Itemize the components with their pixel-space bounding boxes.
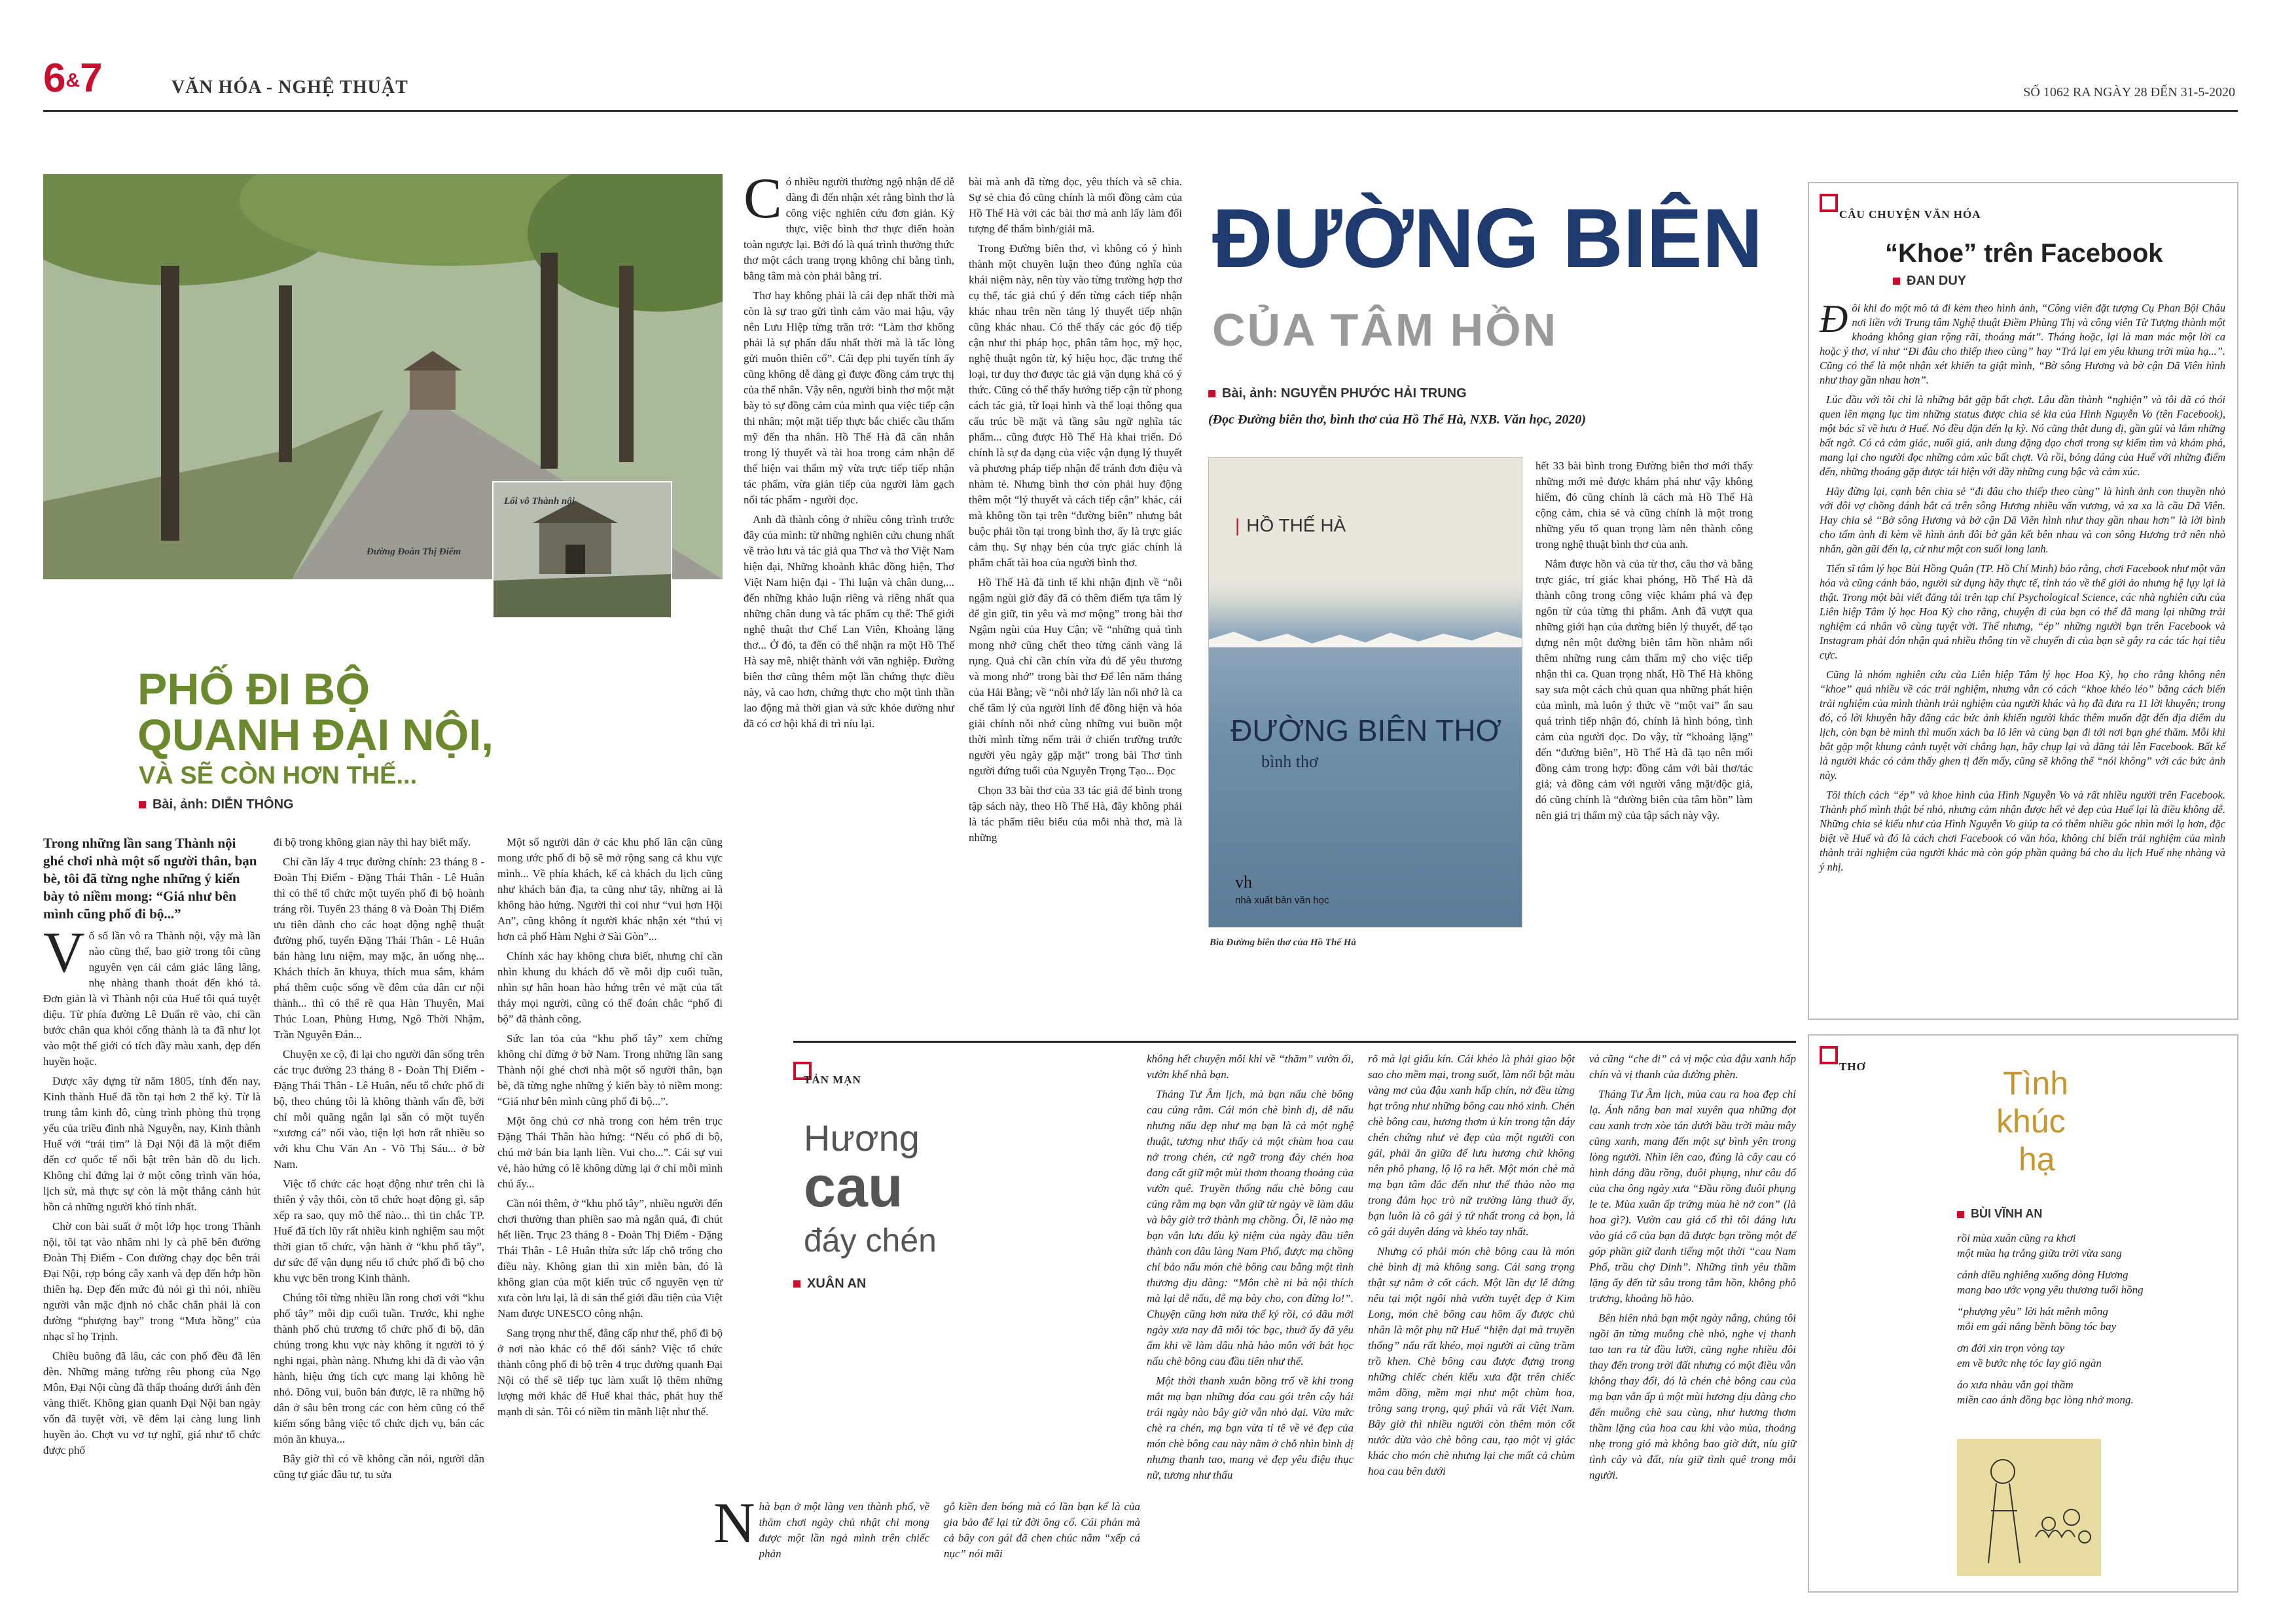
article2-column-2 (969, 174, 1182, 850)
paragraph: Cần nói thêm, ở “khu phố tây”, nhiều người đến chơi thường than phiền sao mà ngắn quá, đi chút hết liền. Trục 23 tháng 8 - Đoàn Thị Điểm - Đặng Thái Thân - Lê Huân thừa sức lấp chỗ trống cho điều này. Không gian thì xin miễn bàn, đó là không gian của một kiến trúc cổ nguyên vẹn từ xưa còn lưu lại, là di sản thế giới đầu tiên của Việt Nam được UNESCO công nhận. (497, 1197, 723, 1320)
section-marker (1820, 194, 1838, 212)
book-title: ĐƯỜNG BIÊN THƠ (1230, 713, 1501, 748)
article5-label: THƠ (1839, 1060, 1866, 1073)
paragraph: Tiến sĩ tâm lý học Bùi Hồng Quân (TP. Hồ Chí Minh) bảo rằng, chơi Facebook như một văn hóa và cũng cánh báo, người sử dụng hãy thực tế, tỉnh táo về thể giới ảo nhưng hệ lụy lại là thật. Trong một bài viết đăng tải trên tạp chí Psychological Science, các nhà nghiên cứu của Liên hiệp Tâm lý học Hoa Kỳ cho rằng, chuyện đi của bạn có thể đã mang lại những trải nghiệm cá nhân vô cùng tuyệt vời. Thế nhưng, “ép” những người bạn trên Facebook và Instagram phải đón nhận quá nhiều thông tin về chuyến đi của bạn sẽ gây ra các tác hại tiêu cực. (1820, 562, 2225, 661)
paragraph: rõ mà lại giấu kín. Cái khéo là phải giao bột sao cho mềm mại, trong suốt, làm nổi bật màu vàng mơ của đậu xanh hấp chín, nở đều từng hạt trông như những bông cau nhỏ xinh. Chén chè bông cau, hương thơm ủ kín trong tận đáy chén chứng như vẻ đẹp của một người con gái, phải ăn giữa để lưu hương chứ không nên phô phang, lộ lộ ra hết. Một món chè mà mạ bạn tâm đắc đến như thế thảo nào mạ trong đảm học trò nữ trường làng thuở ấy, bạn luôn là cô gái ý tứ nhất trong cả bọn, là cô gái duyên dáng và khéo tay nhất. (1368, 1053, 1575, 1238)
page-number: 6&7 (43, 56, 103, 101)
poem-illustration (1957, 1439, 2101, 1576)
paragraph: ố số lần vô ra Thành nội, vậy mà lần nào cũng thế, bao giờ trong tôi cũng nguyên vẹn cái cảm giác lâng lâng, nhẹ nhàng thanh thoát đến khó tả. Đơn giản là vì Thành nội của Huế tôi quá tuyệt diệu. Từ phía đường Lê Duẩn rẽ vào, chỉ cần bước chân qua khỏi cổng thành là ta đã như lọt vào một thế giới có tích đầy màu xanh, đẹp đến huyền hoặc. (43, 929, 260, 1068)
article1-title-line2: QUANH ĐẠI NỘI, (137, 710, 494, 760)
paragraph: Bên hiên nhà bạn một ngày nắng, chúng tôi ngồi ăn từng muỗng chè nhỏ, nghe vị thanh tao tan ra từ đầu lưỡi, cũng nghe nhiều đôi thay đến trong trời đất nhưng có một điều vẫn không thay đổi, đó là chén chè bông cau của mạ bạn vẫn ấp ủ một mùi hương dịu dàng cho đến muỗng chè sau cùng, như hương thơm thầm lặng của hoa cau khi vào mùa, thoảng nhẹ trong gió mà không bao giờ dứt, níu giữ tình cây và đất, níu giữ tình quê trong mỗi người. (1589, 1312, 1796, 1481)
dropcap: Đ (1820, 297, 1848, 340)
paragraph: Hồ Thế Hà đã tinh tế khi nhận định về “nỗi ngậm ngùi giờ đây đã có thêm điểm tựa tâm lý để gìn giữ, tin yêu và mơ mộng” trong bài thơ Ngậm ngùi của Huy Cận; về “những quả tình mong nhớ cũng chết theo từng cánh vàng lá rụng. Quả chỉ cần chín vừa đủ để yêu thương và mong nhớ” trong bài thơ Để lên năm tháng của Hải Bằng; về “nỗi nhớ lấy làn nối nhớ là ca chế tâm lý của người lính để đồng hiện và hóa giải chính nỗi nhớ cùng những vui buồn một thời mình từng nếm trải ở chiến trường trước người yêu ngày gặp mặt” trong bài Thơ tình người đứng tuổi của Nguyễn Trọng Tạo... Đọc (969, 576, 1182, 777)
paragraph: Sức lan tỏa của “khu phố tây” xem chừng không chỉ dừng ở bờ Nam. Trong những lần sang Thành nội ghé chơi nhà một số người thân, bạn bè, đã từng nghe những ý kiến bày tỏ niềm mong: “Giá như bên mình cũng phố đi bộ...”. (497, 1032, 723, 1108)
paragraph: Hãy đừng lại, cạnh bên chia sẻ “đi đâu cho thiếp theo cùng” là hình ảnh con thuyền nhỏ với đôi vợ chồng đánh bắt cá trên sông Hương nhiều vấn vương, và xa xa là cầu Dã Viên. Hay chia sẻ “Bờ sông Hương và bờ cận Dã Viên hình như thay gần nhau hơn” là lời bình cho tấm ảnh đi kèm về hình ảnh đôi bờ gắn kết bên nhau và con sông Hương trở nên nhỏ nhắn, gần gũi đến lạ, cứ như một con suối long lanh. (1820, 485, 2225, 555)
inset-caption: Lối vô Thành nội (504, 496, 575, 507)
paragraph: Trong Đường biên thơ, vì không có ý hình thành một chuyên luận theo đúng nghĩa của khái niệm này, nên tùy vào từng trường hợp thơ cụ thể, tác giả chú ý đến từng cách tiếp nhận khác nhau trên nền tảng lý thuyết tiếp nhận cũng khác nhau. Có thể thấy các góc độ tiếp cận như thi pháp học, phân tâm học, mỹ học, nghệ thuật ngôn từ, ký hiệu học, đặc trưng thể loại, tư duy thơ được tác giả vận dụng khá có ý thức. Cũng có thể thấy hướng tiếp cận từ phong cách tác giả, từ loại hình và thể loại thông qua cấu trúc bề mặt và tầng sâu ngữ nghĩa tác phẩm... cũng được Hồ Thế Hà khai triển. Đó chính là sự đa dạng của việc vận dụng lý thuyết và phương pháp tiếp nhận để tránh đơn điệu và nhàm tẻ. Nhưng bình thơ còn phải huy động thêm một “lý thuyết và cách tiếp cận” khác, cái mà không tồn tại trên “đường biên” nhưng bắt buộc phải tồn tại trong bình thơ, ấy là trực giác cảm thụ. Sự nhạy bén của trực giác chính là phẩm chất tài hoa của người bình thơ. (969, 242, 1182, 569)
article4-byline: XUÂN AN (793, 1276, 866, 1291)
paragraph: gỗ kiền đen bóng mà có lần bạn kể là của gia bảo để lại từ đời ông cố. Cái phản mà cả bây con gái đã chen chúc nằm “xếp cá nục” nói mãi (944, 1500, 1140, 1560)
article2-subtitle: (Đọc Đường biên thơ, bình thơ của Hồ Thế Hà, NXB. Văn học, 2020) (1208, 412, 1587, 427)
paragraph: Sang trọng như thế, đẳng cấp như thế, phố đi bộ ở nơi nào khác có thể đối sánh? Việc tổ chức thành công phố đi bộ trên 4 trục đường quanh Đại Nội có thể sẽ tiếp tục làm xuất lộ thêm những lượng mới khác để Huế khai thác, phát huy thế mạnh di sản. Tôi có niềm tin mãnh liệt như thế. (497, 1327, 723, 1418)
stanza: “phượng yêu” lời hát mênh mông mỗi em gái nắng bềnh bồng tóc bay (1957, 1305, 2117, 1333)
paragraph: Nhưng có phải món chè bông cau là món chè bình dị mà không sang. Cái sang trọng thật sự nằm ở cốt cách. Một lần dự lễ đứng nêu tại một ngôi nhà vườn tuyệt đẹp ở Kim Long, món chè bông cau hôm ấy được chủ nhân là một phụ nữ Huế “hiện đại mà truyền thống” nấu rất khéo, mọi người ai cũng trầm trồ khen. Chè bông cau được đựng trong những chiếc chén kiểu xưa đặt trên chiếc mâm đồng, mềm mại như một chùm hoa, trông sang trọng, quý phái và rất Việt Nam. Bây giờ thì nhiều người còn thêm món cốt nước dừa vào chè bông cau, tạo một vị giác khác cho món chè nhưng lại che mất cả chùm hoa cau bên dưới (1368, 1245, 1575, 1477)
paragraph: Việc tổ chức các hoạt động như trên chỉ là thiên ý vậy thôi, còn tổ chức hoạt động gì, sắp xếp ra sao, quy mô thế nào... thì tin chắc TP. Huế đã tích lũy rất nhiều kinh nghiệm sau một thời gian tổ chức, vận hành ở “khu phố tây”, dư sức để vận dụng nếu tổ chức phố đi bộ cho khu vực bên trong Kinh thành. (274, 1178, 484, 1284)
article1-byline: Bài, ảnh: DIỄN THÔNG (139, 797, 294, 812)
stanza: ơn đời xin trọn vòng tay em về bước nhẹ tóc lay gió ngàn (1957, 1342, 2102, 1369)
article4-title-line3: đáy chén (804, 1222, 937, 1259)
bullet-square (1957, 1211, 1964, 1218)
article1-title-line1: PHỐ ĐI BỘ (137, 664, 370, 714)
article2-column-3 (1536, 458, 1753, 827)
book-subtitle: bình thơ (1261, 752, 1318, 771)
publisher-logo: vh (1235, 873, 1252, 892)
paragraph: hà bạn ở một làng ven thành phố, về thăm chơi ngày chủ nhật chỉ mong được một lần ngả mình trên chiếc phản (759, 1500, 929, 1560)
book-publisher: nhà xuất bản văn học (1235, 895, 1329, 906)
girl-sketch-icon (1957, 1439, 2101, 1576)
dropcap: V (43, 921, 85, 984)
paragraph: Cũng là nhóm nghiên cứu của Liên hiệp Tâm lý học Hoa Kỳ, họ cho rằng không nên “khoe” quá nhiều về các trải nghiệm, nhưng vẫn có cách “khoe khéo léo” bằng cách biến trải nghiệm của mình thành trải nghiệm của người khác và họ đã đưa ra 11 lời khuyên; trong đó, có lời khuyên hãy đăng các bức ảnh khiến người khác thêm muốn đặt đến địa điểm du lịch, còn bạn bè mình thì muốn xách ba lô lên và cùng bạn đi tới nơi bạn ghé thăm. Mỗi khi bắt gặp một khung cảnh tuyệt vời chẳng hạn, hãy chụp lại và đăng tải lên Facebook. Bất kể là người khác có cảm thấy ghen tị đến mấy, cũng sẽ không thể “nói không” với các bức ảnh này. (1820, 668, 2225, 782)
page-header (0, 0, 2281, 101)
section-marker (1820, 1046, 1838, 1064)
stanza: áo xưa nhàu vẫn gọi thầm miền cao ánh đồng bạc lòng nhớ mong. (1957, 1379, 2134, 1406)
bullet-square (793, 1280, 800, 1288)
paragraph: và cũng “che đi” cả vị mộc của đậu xanh hấp chín và vị thanh của đường phèn. (1589, 1053, 1796, 1081)
article3-byline: ĐAN DUY (1893, 274, 1966, 289)
article1-lead: Trong những lần sang Thành nội ghé chơi nhà một số người thân, bạn bè, tôi đã từng nghe những ý kiến bày tỏ niềm mong: “Giá như bên mình cũng phố đi bộ...” (43, 835, 257, 922)
article4-title-line2: cau (804, 1154, 903, 1219)
article4-label: TẢN MẠN (804, 1074, 861, 1086)
paragraph: Một ông chủ cơ nhà trong con hẻm trên trục Đặng Thái Thân hào hứng: “Nếu có phố đi bộ, chú mở bán bia lạnh liền. Vui cho...”. Cái sự vui vẻ, hào hứng có lẽ không dừng lại ở chỉ mỗi mình chú ấy... (497, 1115, 723, 1190)
article2-column-1 (744, 167, 954, 736)
article3-label: CÂU CHUYỆN VĂN HÓA (1839, 208, 1981, 221)
stanza: cánh diều nghiêng xuống dòng Hương mang bao ước vọng yêu thương tuổi hồng (1957, 1269, 2144, 1296)
article3-body (1820, 297, 2225, 880)
article4-column-1 (713, 1492, 929, 1566)
poem-body (1957, 1231, 2219, 1414)
article1-column-2 (274, 835, 484, 1487)
section-divider (793, 1041, 1796, 1043)
bullet-square (1893, 278, 1900, 285)
paragraph: Chỉ cần lấy 4 trục đường chính: 23 tháng 8 - Đoàn Thị Điểm - Đặng Thái Thân - Lê Huân thì có thể tổ chức một tuyến phố đi bộ hoành tráng rồi. Tuyến 23 tháng 8 và Đoàn Thị Điểm ưu tiên dành cho các hoạt động nghệ thuật đường phố, tuyến Đặng Thái Thân - Lê Huân bán hàng lưu niệm, may mặc, ăn uống nhẹ... Khách thích ăn khuya, thích mua sắm, khám phá thêm cuộc sống về đêm của dân cư nội thành... thì có thể rẽ qua Hàn Thuyên, Mai Thúc Loan, Phùng Hưng, Ngô Thời Nhậm, Trần Nguyên Đán... (274, 856, 484, 1041)
article4-column-2 (944, 1499, 1140, 1566)
dropcap: C (744, 167, 782, 230)
paragraph: Chúng tôi từng nhiều lần rong chơi với “khu phố tây” mỗi dịp cuối tuần. Trước, khi nghe thành phố chủ trương tổ chức phố đi bộ, dân chúng trong khu vực này không ít người tỏ ý nghi ngại, phàn nàng. Nhưng khi đã đi vào vận hành, hiệu ứng tích cực mang lại không hề nhỏ. Đông vui, buôn bán được, lẽ ra những hộ dân ở sâu bên trong các con hẻm cũng có thể kiếm sống bằng việc tổ chức dịch vụ, bán các món ăn khuya... (274, 1291, 484, 1445)
article2-title-line1: ĐƯỜNG BIÊN (1212, 192, 1763, 285)
paragraph: Chọn 33 bài thơ của 33 tác giả để bình trong tập sách này, theo Hồ Thế Hà, đây không phải là tác phẩm tiêu biểu của mỗi nhà thơ, mà là những (969, 784, 1182, 844)
paragraph: Chuyện xe cộ, đi lại cho người dân sống trên các trục đường 23 tháng 8 - Đoàn Thị Điểm - Đặng Thái Thân - Lê Huân, nếu tổ chức phố đi bộ, theo chúng tôi là không thành vấn đề, bởi chỉ mỗi quãng ngắn lại sẵn có một tuyến “xương cá” nối vào, tiện lợi hơn rất nhiều so với khu Chu Văn An - Võ Thị Sáu... ở bờ Nam. (274, 1048, 484, 1170)
bullet-square (139, 801, 146, 808)
article4-title-line1: Hương (804, 1117, 920, 1159)
paragraph: hết 33 bài bình trong Đường biên thơ mới thấy những mới mẻ được khám phá như vậy không hiếm, đó cũng chính là cách mà Hồ Thế Hà cộng cảm, chia sẻ và cũng chính là một trong những yếu tố quan trọng làm nên thành công trong nghệ thuật bình thơ của anh. (1536, 460, 1753, 550)
paragraph: Tôi thích cách “ép” và khoe hình của Hình Nguyễn Vo và rất nhiều người trên Facebook. Thành phố mình thật bé nhỏ, nhưng cảm nhận được hết vẻ đẹp của Huế lại là điều không dễ. Những chia sẻ kiểu như của Hình Nguyễn Vo giúp ta có thêm nhiều góc nhìn mới lạ hơn, đặc biệt về Huế và đó là cách chơi Facebook có văn hóa, không chỉ biến trải nghiệm của mình thành trải nghiệm của người khác mà còn góp phần quảng bá cho du lịch Huế nhẹ nhàng và ý nhị. (1820, 789, 2225, 873)
paragraph: bài mà anh đã từng đọc, yêu thích và sẽ chia. Sự sẻ chia đó cũng chính là mối đồng cảm của Hồ Thế Hà với các bài thơ mà anh lấy làm đối tượng để thẩm bình/giải mã. (969, 175, 1182, 235)
article4-column-3 (1147, 1051, 1354, 1487)
paragraph: Tháng Tư Âm lịch, mà bạn nấu chè bông cau cúng rằm. Cái món chè bình dị, dễ nấu nhưng nấu đẹp như mạ bạn là cả một nghệ thuật, tương như thấy cả một chùm hoa cau nở trong chén, cứ ngỡ trong đáy chén hoa đang cất giữ một mùi thơm thoang thoảng của vườn quê. Truyền thống nấu chè bông cau cúng rằm mạ bạn vẫn giữ từ ngày về làm dâu và bây giờ trở thành mạ chồng. Ôi, lẽ nào mạ bạn vẫn lưu dấu kỷ niệm của ngày đầu tiên thành con dâu làng Nam Phổ, được mạ chồng chỉ bảo nấu món chè bông cau bằng một tình thương dịu dàng: “Môn chè ni bà nội thích mà lại dễ nấu, dễ mạ bày cho, con đừng lo!”. Chuyện cũng hơn nửa thế kỷ rồi, có dâu mới ngày xưa nay đã mỗi tóc bạc, thuở ấy đã yêu ẩm khi về làm dâu nhà hào môn với bát học nấu chè bông cau đầu tiên như thế. (1147, 1088, 1354, 1367)
paragraph: Một số người dân ở các khu phố lân cận cũng mong ước phố đi bộ sẽ mở rộng sang cả khu vực mình... Về phía khách, kể cả khách du lịch cũng như khách bản địa, ta cũng như tây, những ai là không hào hứng. Người thì coi như “vui hơn Hội An”, cũng không ít người khác nhận xét “thú vị hơn cả phố Hàm Nghi ở Sài Gòn”... (497, 836, 723, 943)
article4-column-5 (1589, 1051, 1796, 1487)
article1-column-1 (43, 921, 260, 1462)
paragraph: Tháng Tư Âm lịch, mùa cau ra hoa đẹp chỉ lạ. Ánh nắng ban mai xuyên qua những đọt cau xanh trơn xòe tán dưới bầu trời màu mây cũng xanh, mang đến một sự bình yên trong lòng người. Nhìn lên cao, đúng là cây cau có hình dáng đầu rồng, đuôi phụng, như câu đố của cha ông ngày xưa “Đầu rồng đuôi phụng le te. Mùa xuân ấp trứng mùa hè nở con” (là hoa gì?). Vườn cau giá cổ thì tôi đáng lưu vào giá cổ của bạn đã được bạn trồng một để góp phần giữ danh tiếng một thời “cau Nam Phổ, trầu chợ Dinh”. Những tình yêu thầm lặng ấy đến từ sâu trong tâm hồn, không phô trương, khoảng hồ hào. (1589, 1088, 1796, 1305)
paragraph: Chiều buông đã lâu, các con phố đều đã lên đèn. Những mảng tường rêu phong của Ngọ Môn, Đại Nội cùng đã thấp thoáng dưới ánh đèn vàng thiết. Không gian quanh Đại Nội ban ngày vốn đã tuyệt vời, về đêm lại càng lung linh huyền ảo. Chợt vu vơ tự nghĩ, giá như tổ chức được phố (43, 1350, 260, 1456)
stanza: rồi mùa xuân cũng ra khơi một mùa hạ trắng giữa trời vừa sang (1957, 1232, 2122, 1259)
article4-column-4 (1368, 1051, 1575, 1483)
paragraph: ó nhiều người thường ngộ nhận để dễ dàng đi đến nhận xét rằng bình thơ là công việc nghiên cứu đơn giản. Kỳ thực, việc bình thơ thực điển hoàn toàn ngược lại. Bởi đó là quá trình thưởng thức thơ một cách trang trọng không chỉ bằng tình, bằng tâm mà còn phải bằng trí. (744, 175, 954, 282)
book-caption: Bìa Đường biên thơ của Hồ Thế Hà (1210, 937, 1356, 948)
article2-byline: Bài, ảnh: NGUYỄN PHƯỚC HẢI TRUNG (1208, 386, 1467, 401)
paragraph: đi bộ trong không gian này thì hay biết mấy. (274, 836, 471, 848)
photo-caption: Đường Đoàn Thị Điểm (367, 547, 461, 557)
paragraph: không hết chuyện mỗi khi về “thăm” vườn ối, vườn khế nhà bạn. (1147, 1053, 1354, 1081)
paragraph: ôi khi do một mô tả đi kèm theo hình ảnh, “Công viên đặt tượng Cụ Phan Bội Châu nơi liền với Trung tâm Nghệ thuật Điềm Phùng Thị và công viên Từ Tượng thành một khoảng không gian rộng rãi, thoáng mát”. Tháng hoặc, lại là man mác một lời ca hoặc ý thơ, ví như “Đi đâu cho thiếp theo cùng” hay “Trả lại em yêu khung trời mùa hạ...”. Cũng có thể là một nhận xét khiến ta giật mình, “Bờ sông Hương và bờ cận Dã Viên hình như thay gần nhau hơn”. (1820, 302, 2225, 386)
paragraph: Chờ con bài suất ở một lớp học trong Thành nội, tôi tạt vào nhâm nhi ly cà phê bên đường Đoàn Thị Điểm - Con đường chạy dọc bên trái Đại Nội, rợp bóng cây xanh và đẹp đến hớp hồn thiên hạ. Đẹp đến mức đủ nói gì thì nói, nhiều người vẫn mặc định nó chắc chắn phải là con đường “phượng bay” trong “Mưa hồng” của nhạc sĩ họ Trịnh. (43, 1220, 260, 1343)
article5-title-line3: hạ (2019, 1141, 2055, 1178)
article1-column-3 (497, 835, 723, 1424)
paragraph: Được xây dựng từ năm 1805, tính đến nay, Kinh thành Huế đã tồn tại hơn 2 thế kỷ. Từ là trung tâm kinh đô, cùng trình phòng thủ trọng yếu của triều đình nhà Nguyễn, nay, Kinh thành Huế với “trái tim” là Đại Nội đã là một điểm đến cơ quốc tế nổi bật trên bản đồ du lịch. Không chỉ đứng lại ở một công trình văn hóa, lịch sử, mà thực sự còn là một thắng cảnh hút hồn cả những người khó tính nhất. (43, 1075, 260, 1213)
paragraph: Thơ hay không phải là cái đẹp nhất thời mà còn là sự trao gửi tình cảm vào mai hậu, vậy nên Lưu Hiệp từng trăn trở: “Làm thơ không phải là sự phấn đấu nhất thời mà là tấc lòng gửi muôn thiên cổ”. Cái đẹp phi tuyến tính ấy cũng không dễ dàng gì được đồng cảm trực thị của thể nhân. Vậy nên, người bình thơ một mặt bày tỏ sự đồng cảm của mình qua việc tiếp cận thi nhân; một mặt tiếp thực bắc chiếc cầu thẩm mỹ đến tha nhân. Hồ Thế Hà đã cân nhắn trong lý thuyết và tài hoa trong cảm nhận để thể hiện vai thẩm mỹ vừa trực tiếp tiếp nhận tác phẩm, vừa gián tiếp của người làm gạch nối tác phẩm - người đọc. (744, 289, 954, 506)
paragraph: Lúc đầu với tôi chỉ là những bắt gặp bất chợt. Lâu dần thành “nghiện” và tôi đã có thói quen lên mạng lục tìm những status được chia sẻ kia của Hình Nguyễn Vo (tên Facebook), một bác sĩ về hưu ở Huế. Nó đều đặn đến lạ kỳ. Nó cũng thật dung dị, gần gũi và lắm những bất ngờ. Có cả cảm giác, nuối giá, anh dung đặng dạo chơi trong sự kiếm tìm và khám phá, mang lại cho người đọc những cảm xúc bất chợt. Và rồi, bóng dáng của Huế với những điểm đến, những thoáng gặp được tái hiện với đầy những cung bậc và cảm xúc. (1820, 393, 2225, 478)
article3-title: “Khoe” trên Facebook (1885, 239, 2163, 268)
torn-paper-edge (1209, 628, 1522, 647)
dropcap: N (713, 1492, 755, 1555)
bullet-square (1208, 390, 1215, 397)
article5-title-line2: khúc (1996, 1103, 2066, 1140)
paragraph: Chính xác hay không chưa biết, nhưng chỉ cần nhìn khung du khách đổ về mỗi dịp cuối tuần, nhìn sự hân hoan hào hứng trên vẻ mặt của tất thảy mọi người, cũng có thể đoán chắc “phố đi bộ” đã thành công. (497, 950, 723, 1025)
paragraph: Một thời thanh xuân bồng trổ về khi trong mắt mạ bạn những đóa cau gói trên cây hái trái ngày nào bây giờ vẫn nhỏ dại. Vừa mức chè ra chén, mạ bạn vừa tỉ tê về vẻ đẹp của món chè bông cau này nằm ở chỗ nhìn bình dị nhưng thanh tao, mang vẻ đẹp yêu điệu thục nữ, tương như thấu (1147, 1375, 1354, 1481)
book-cover (1208, 457, 1522, 928)
header-rule (43, 110, 2238, 112)
article1-title-line3: VÀ SẼ CÒN HƠN THẾ... (139, 762, 418, 789)
issue-info: SỐ 1062 RA NGÀY 28 ĐẾN 31-5-2020 (2023, 85, 2235, 99)
section-title: VĂN HÓA - NGHỆ THUẬT (171, 77, 408, 98)
paragraph: Bây giờ thì có về không cần nói, người dân cũng tự giác đâu tư, tu sửa (274, 1453, 484, 1481)
paragraph: Anh đã thành công ở nhiều công trình trước đây của mình: từ những nghiên cứu chung nhất về trào lưu và tác giả qua Thơ và thơ Việt Nam hiện đại, Những khoảnh khắc đồng hiện, Thơ Việt Nam hiện đại - Thi luận và chân dung,... đến những khảo luận riêng và riêng nhất qua những chân dung và tác phẩm cụ thể: Thế giới nghệ thuật thơ Chế Lan Viên, Khoảng lặng thơ... Ở đó, ta đến có thể nhận ra một Hồ Thế Hà say mê, nhiệt thành với văn nghiệp. Đường biên thơ cũng thêm một lần chứng thực điều này, và cao hơn, chứng thực cho một tình thần lao động mà thời gian và sức khỏe dường như đã có cơ hội khá di trì níu lại. (744, 513, 954, 730)
article5-byline: BÙI VĨNH AN (1957, 1207, 2042, 1221)
article2-title-line2: CỦA TÂM HỒN (1212, 304, 1558, 355)
paragraph: Nắm được hồn và của từ thơ, câu thơ và bằng trực giác, trí giác khai phóng, Hồ Thế Hà đã thành công trong công việc khám phá và đẹp ngôn từ của từng thi phẩm. Anh đã vượt qua những giới hạn của đường biên lý thuyết, để tạo dựng nên một đường biên tâm hồn nhằm nối thêm những rung cảm thẩm mỹ cho việc tiếp nhận thi ca. Quan trọng nhất, Hồ Thế Hà không say sưa một cách chủ quan qua những phát hiện của mình, mà luôn ý thức về “một vai” ẩn sau quá trình tiếp nhận đó, chính là hình bóng, tình cảm của người đọc. Do vậy, từ “khoảng lặng” đến “đường biên”, Hồ Thế Hà đã tạo nên mối đồng cảm trong hợp: đồng cảm với bài thơ/tác giả; và đồng cảm với người vắng mặt/độc giả, đó cũng chính là “đường biên của tâm hồn” làm nên giá trị thẩm mỹ của tập sách này vậy. (1536, 558, 1753, 821)
article5-title-line1: Tình (2003, 1065, 2069, 1102)
book-author: | HỒ THẾ HÀ (1235, 515, 1346, 535)
